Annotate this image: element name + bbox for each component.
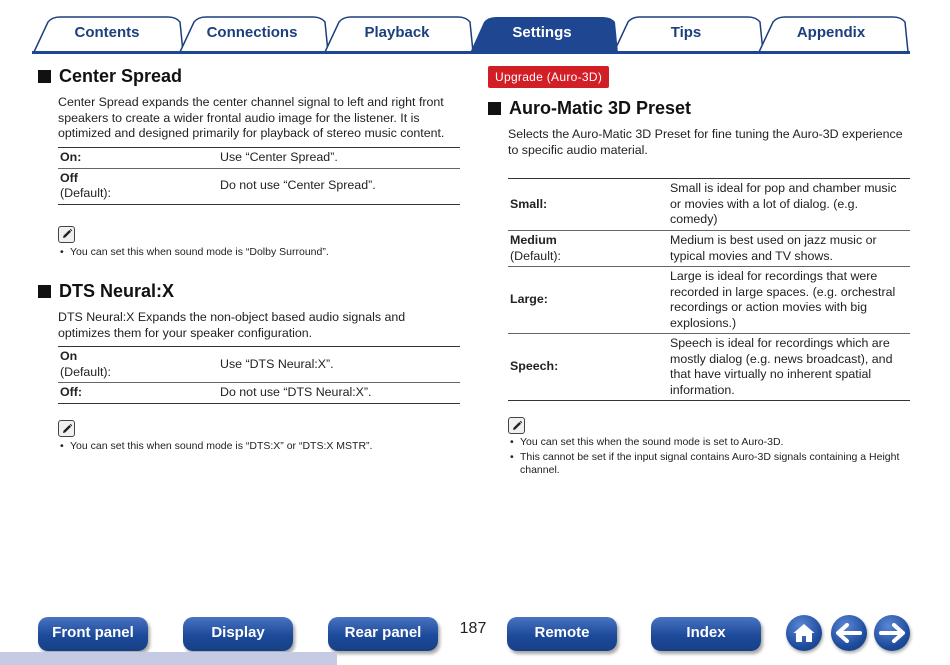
display-button[interactable]: Display — [183, 617, 293, 651]
option-value: Use “DTS Neural:X”. — [218, 347, 460, 383]
table-row — [58, 383, 460, 404]
option-value: Do not use “Center Spread”. — [218, 168, 460, 204]
home-icon — [792, 622, 816, 644]
auro-matic-heading — [488, 98, 910, 119]
left-column — [38, 66, 460, 454]
option-value: Small is ideal for pop and chamber music or movies with a lot of dialog. (e.g. comedy) — [668, 179, 910, 231]
table-row — [58, 147, 460, 168]
dts-neural-description: DTS Neural:X Expands the non-object based audio signals and optimizes them for your speaker configuration. — [58, 310, 406, 340]
option-key: Off: — [58, 383, 218, 404]
list-item: • You can set this when sound mode is “Dolby Surround”. — [60, 246, 460, 260]
pencil-note-icon — [58, 226, 75, 243]
list-item: • This cannot be set if the input signal contains Auro-3D signals containing a Height channel. — [510, 451, 900, 478]
forward-button[interactable] — [874, 615, 910, 651]
center-spread-heading — [38, 66, 460, 87]
table-row — [508, 231, 910, 267]
table-row — [508, 179, 910, 231]
bottom-strip — [0, 652, 337, 665]
tab-contents[interactable]: Contents — [74, 24, 140, 41]
list-item: • You can set this when sound mode is “DTS:X” or “DTS:X MSTR”. — [60, 440, 460, 454]
right-column — [488, 66, 910, 478]
list-item: • You can set this when the sound mode is set to Auro-3D. — [510, 436, 900, 450]
dts-neural-title: DTS Neural:X — [59, 281, 175, 301]
auro-matic-title: Auro-Matic 3D Preset — [509, 98, 692, 118]
option-key: Speech: — [508, 334, 668, 401]
option-key: Off (Default): — [58, 168, 218, 204]
rear-panel-button[interactable]: Rear panel — [328, 617, 438, 651]
home-button[interactable] — [786, 615, 822, 651]
table-row — [58, 347, 460, 383]
center-spread-options-table — [58, 147, 460, 205]
table-row — [58, 168, 460, 204]
upgrade-badge: Upgrade (Auro-3D) — [488, 66, 609, 88]
heading-square-icon — [38, 285, 51, 298]
table-row — [508, 267, 910, 334]
tab-connections[interactable]: Connections — [206, 24, 298, 41]
pencil-note-icon — [508, 417, 525, 434]
option-value: Speech is ideal for recordings which are mostly dialog (e.g. news broadcast), and that have virtually no inherent spatial information. — [668, 334, 910, 401]
option-value: Large is ideal for recordings that were recorded in large spaces. (e.g. orchestral recordings or action movies with big explosions.) — [668, 267, 910, 334]
page-number: 187 — [459, 620, 487, 637]
dts-neural-options-table — [58, 346, 460, 404]
remote-button[interactable]: Remote — [507, 617, 617, 651]
tab-appendix[interactable]: Appendix — [796, 24, 866, 41]
front-panel-button[interactable]: Front panel — [38, 617, 148, 651]
auro-matic-options-table — [508, 178, 910, 401]
tab-tips[interactable]: Tips — [670, 24, 702, 41]
center-spread-title: Center Spread — [59, 66, 183, 86]
option-key: On: — [58, 147, 218, 168]
option-key: Medium (Default): — [508, 231, 668, 267]
auro-matic-description: Selects the Auro-Matic 3D Preset for fine tuning the Auro-3D experience to specific audio material. — [508, 127, 903, 157]
back-button[interactable] — [831, 615, 867, 651]
forward-arrow-icon — [879, 623, 905, 643]
auro-matic-notes — [510, 436, 900, 478]
center-spread-description: Center Spread expands the center channel signal to left and right front speakers to create a wider frontal audio image for the listener. It is optimized and designed primarily for playback of stereo music content. — [58, 95, 445, 140]
center-spread-notes — [60, 246, 460, 260]
top-tab-bar — [0, 0, 950, 56]
option-key: Large: — [508, 267, 668, 334]
tab-playback[interactable]: Playback — [364, 24, 430, 41]
pencil-note-icon — [58, 420, 75, 437]
heading-square-icon — [38, 70, 51, 83]
tab-settings[interactable]: Settings — [512, 24, 572, 41]
option-value: Medium is best used on jazz music or typical movies and TV shows. — [668, 231, 910, 267]
table-row — [508, 334, 910, 401]
option-value: Use “Center Spread”. — [218, 147, 460, 168]
dts-neural-notes — [60, 440, 460, 454]
option-key: On (Default): — [58, 347, 218, 383]
option-value: Do not use “DTS Neural:X”. — [218, 383, 460, 404]
option-key: Small: — [508, 179, 668, 231]
dts-neural-heading — [38, 281, 460, 302]
back-arrow-icon — [836, 623, 862, 643]
index-button[interactable]: Index — [651, 617, 761, 651]
heading-square-icon — [488, 102, 501, 115]
